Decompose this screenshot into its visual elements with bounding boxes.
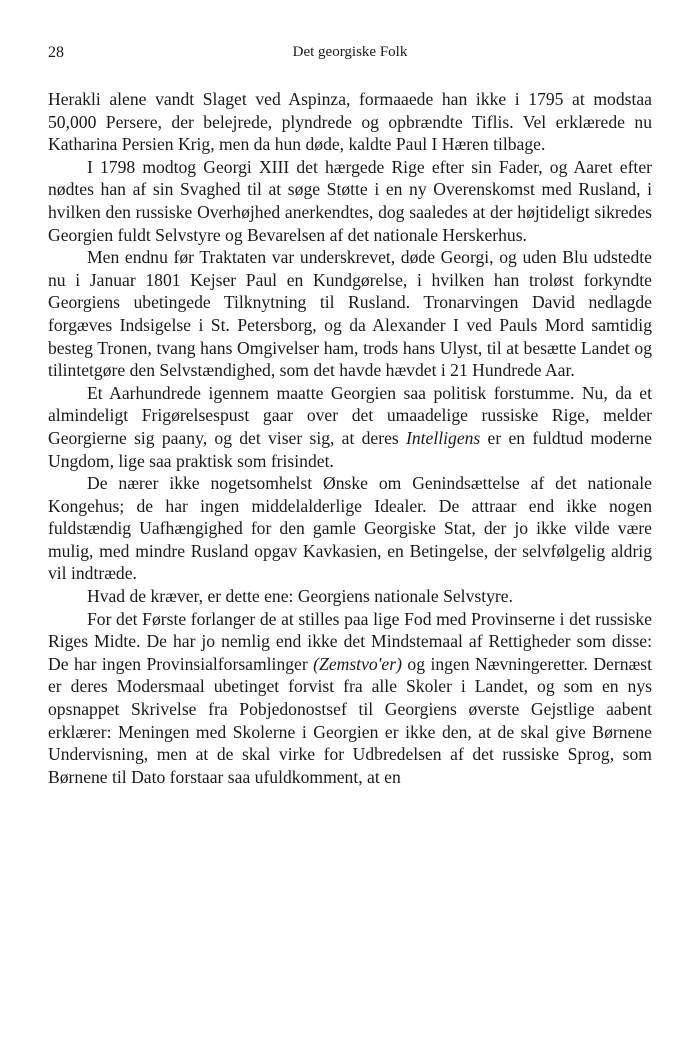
body-text — [48, 88, 652, 788]
paragraph-text: er en fuldtud moderne Ungdom, lige saa praktisk som frisindet. — [48, 427, 652, 471]
paragraph-text: Men endnu før Traktaten var underskrevet, døde Georgi, og uden Blu udstedte nu i Januar 1801 Kejser Paul en Kundgørelse, i hvilken han troløst forkyndte Georgiens ubetingede Tilknytning til Rusland. Tronarvingen David nedlagde forgæves Indsigelse i St. Petersborg, og da Alexander I ved Pauls Mord samtidig besteg Tronen, tvang hans Omgivelser ham, trods hans Ulyst, til at besætte Landet og tilintetgøre den Selvstændighed, som det havde hævdet i 21 Hundrede Aar. — [48, 247, 652, 381]
paragraph-1 — [48, 88, 652, 156]
italic-term-intelligens: Intelligens — [406, 427, 481, 448]
paragraph-5 — [48, 472, 652, 585]
paragraph-7 — [48, 608, 652, 789]
page-number: 28 — [48, 44, 64, 61]
paragraph-text: Hvad de kræver, er dette ene: Georgiens nationale Selvstyre. — [87, 586, 513, 607]
italic-term-zemstvo: (Zemstvo'er) — [313, 653, 402, 674]
paragraph-text: De nærer ikke nogetsomhelst Ønske om Genindsættelse af det nationale Kongehus; de har ingen middelalderlige Idealer. De attraar end ikke nogen fuldstændig Uafhængighed for den gamle Georgiske Stat, der jo ikke vilde være mulig, med mindre Rusland opgav Kavkasien, en Betingelse, der selvfølgelig aldrig vil indtræde. — [48, 473, 652, 584]
paragraph-text: Herakli alene vandt Slaget ved Aspinza, formaaede han ikke i 1795 at modstaa 50,000 Persere, der belejrede, plyndrede og opbrændte Tiflis. Vel erklærede nu Katharina Persien Krig, men da hun døde, kaldte Paul I Hæren tilbage. — [48, 89, 652, 155]
page-header — [48, 44, 652, 68]
paragraph-6 — [48, 585, 652, 608]
paragraph-text: I 1798 modtog Georgi XIII det hærgede Rige efter sin Fader, og Aaret efter nødtes han af sin Svaghed til at søge Støtte i en ny Overenskomst med Rusland, i hvilken den russiske Overhøjhed anerkendtes, dog saaledes at der højtideligt sikredes Georgien fuldt Selvstyre og Bevarelsen af det nationale Herskerhus. — [48, 156, 652, 245]
paragraph-2 — [48, 156, 652, 246]
running-title: Det georgiske Folk — [292, 44, 408, 60]
paragraph-text: og ingen Nævningeretter. Dernæst er deres Modersmaal ubetinget forvist fra alle Skoler i Landet, og som en nys opsnappet Skrivelse fra Pobjedonostsef til Georgiens øverste Gejstlige aabent erklærer: Meningen med Skolerne i Georgien er ikke den, at de skal give Børnene Undervisning, men at de skal virke for Udbredelsen af det russiske Sprog, som Børnene til Dato forstaar saa ufuldkomment, at en — [48, 653, 652, 787]
book-page — [48, 44, 652, 788]
paragraph-text: For det Første forlanger de at stilles paa lige Fod med Provinserne i det russiske Riges Midte. De har jo nemlig end ikke det Mindstemaal af Rettigheder som disse: De har ingen Provinsialforsamlinger — [48, 608, 652, 674]
paragraph-text: Et Aarhundrede igennem maatte Georgien saa politisk forstumme. Nu, da et almindeligt Frigørelsespust gaar over det umaadelige russiske Rige, melder Georgierne sig paany, og det viser sig, at deres — [48, 382, 652, 448]
paragraph-4 — [48, 382, 652, 472]
paragraph-3 — [48, 246, 652, 382]
